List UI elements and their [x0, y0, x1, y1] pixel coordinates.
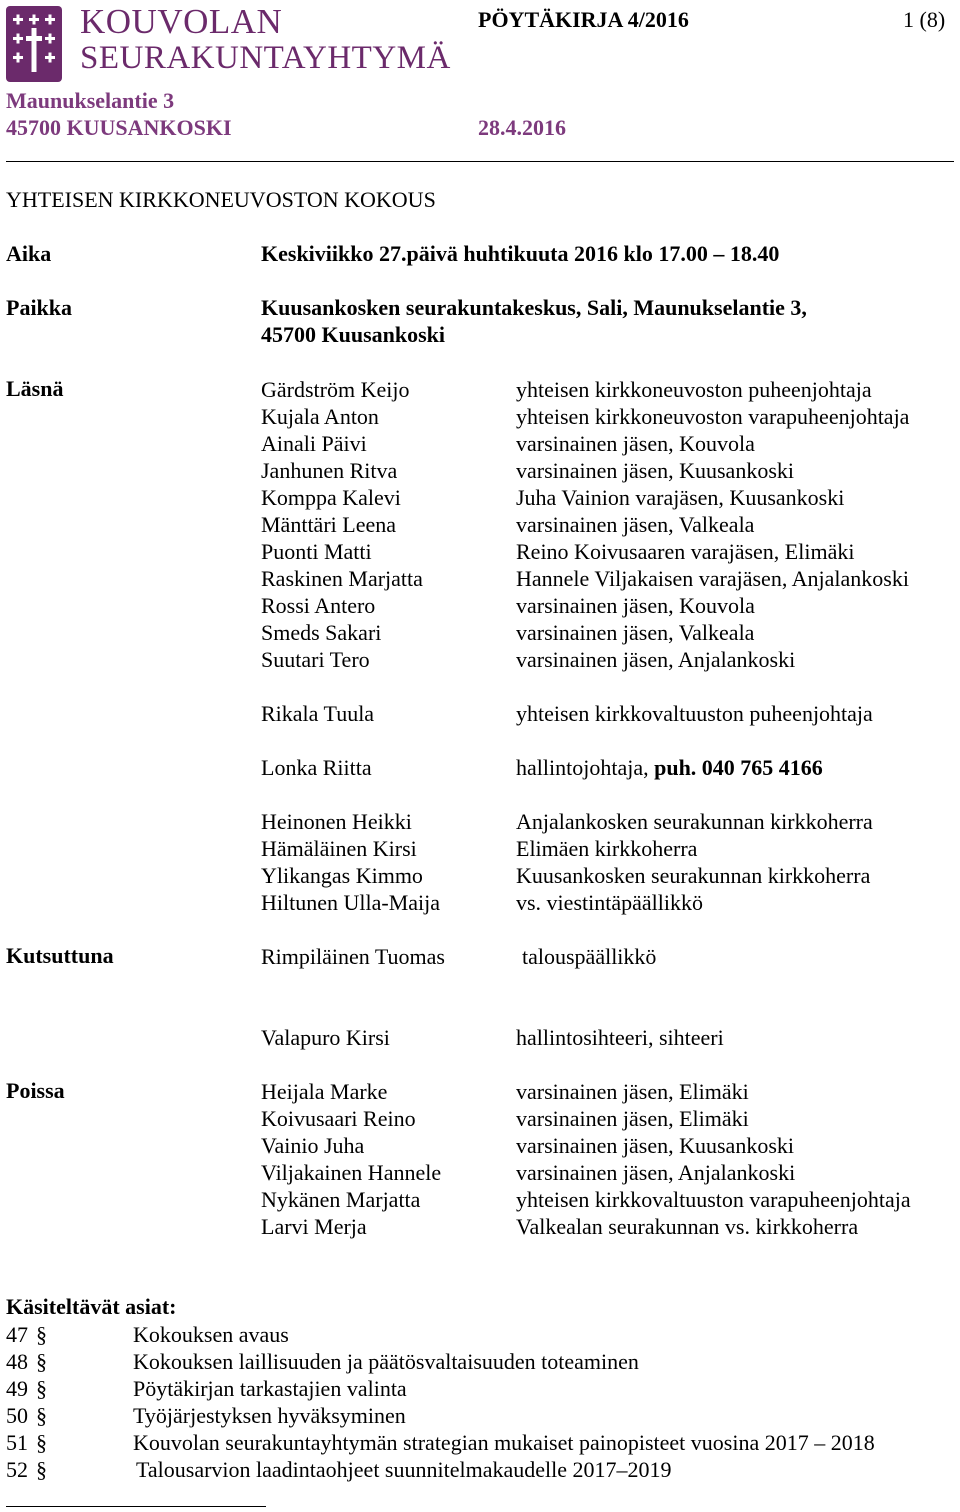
absent-name: Viljakainen Hannele: [261, 1160, 442, 1185]
agenda-number: 51: [6, 1430, 28, 1455]
member-role: Reino Koivusaaren varajäsen, Elimäki: [516, 539, 855, 564]
member-name: Mänttäri Leena: [261, 512, 396, 537]
time-value: Keskiviikko 27.päivä huhtikuuta 2016 klo 17.00 – 18.40: [261, 241, 780, 266]
absent-role: varsinainen jäsen, Anjalankoski: [516, 1160, 796, 1185]
absent-role: varsinainen jäsen, Elimäki: [516, 1079, 749, 1104]
absent-name: Vainio Juha: [261, 1133, 365, 1158]
agenda-item-text: Kokouksen laillisuuden ja päätösvaltaisuuden toteaminen: [133, 1349, 639, 1374]
section-sign: §: [36, 1349, 47, 1374]
attendee-name: Heinonen Heikki: [261, 809, 412, 834]
cross-logo-icon: [6, 6, 62, 82]
member-name: Kujala Anton: [261, 404, 379, 429]
member-role: varsinainen jäsen, Kouvola: [516, 431, 755, 456]
agenda-item-text: Työjärjestyksen hyväksyminen: [133, 1403, 406, 1428]
invited-role: talouspäällikkö: [522, 944, 657, 969]
member-name: Janhunen Ritva: [261, 458, 398, 483]
council-chair-role: yhteisen kirkkovaltuuston puheenjohtaja: [516, 701, 873, 726]
address-street: Maunukselantie 3: [6, 88, 175, 113]
absent-name: Larvi Merja: [261, 1214, 367, 1239]
agenda-item-text: Talousarvion laadintaohjeet suunnitelmakaudelle 2017–2019: [136, 1457, 672, 1482]
document-type: PÖYTÄKIRJA 4/2016: [478, 7, 689, 32]
member-role: varsinainen jäsen, Kuusankoski: [516, 458, 794, 483]
agenda-number: 47: [6, 1322, 28, 1347]
logo-text-line1: KOUVOLAN: [80, 2, 283, 41]
absent-role: Valkealan seurakunnan vs. kirkkoherra: [516, 1214, 859, 1239]
attendee-name: Hiltunen Ulla-Maija: [261, 890, 441, 915]
absent-role: yhteisen kirkkovaltuuston varapuheenjohtaja: [516, 1187, 911, 1212]
absent-name: Heijala Marke: [261, 1079, 388, 1104]
time-label: Aika: [6, 241, 52, 266]
agenda-item-text: Kokouksen avaus: [133, 1322, 289, 1347]
organization-logo: [6, 2, 451, 88]
absent-label: Poissa: [6, 1078, 65, 1103]
footer-divider: [6, 1506, 266, 1507]
attendee-role: Anjalankosken seurakunnan kirkkoherra: [516, 809, 873, 834]
agenda-number: 50: [6, 1403, 28, 1428]
attendee-role: Kuusankosken seurakunnan kirkkoherra: [516, 863, 871, 888]
member-role: varsinainen jäsen, Anjalankoski: [516, 647, 796, 672]
admin-role: hallintojohtaja,: [516, 755, 655, 780]
meeting-title: YHTEISEN KIRKKONEUVOSTON KOKOUS: [6, 187, 436, 212]
secretary-name: Valapuro Kirsi: [261, 1025, 390, 1050]
member-role: Juha Vainion varajäsen, Kuusankoski: [516, 485, 845, 510]
member-role: Hannele Viljakaisen varajäsen, Anjalankoski: [516, 566, 909, 591]
member-role: yhteisen kirkkoneuvoston puheenjohtaja: [516, 377, 872, 402]
secretary-role: hallintosihteeri, sihteeri: [516, 1025, 724, 1050]
admin-phone: puh. 040 765 4166: [654, 755, 823, 780]
agenda-number: 49: [6, 1376, 28, 1401]
absent-role: varsinainen jäsen, Kuusankoski: [516, 1133, 794, 1158]
agenda-item-text: Pöytäkirjan tarkastajien valinta: [133, 1376, 407, 1401]
place-line1: Kuusankosken seurakuntakeskus, Sali, Maunukselantie 3,: [261, 295, 807, 320]
place-label: Paikka: [6, 295, 73, 320]
section-sign: §: [36, 1376, 47, 1401]
member-name: Komppa Kalevi: [261, 485, 401, 510]
member-name: Smeds Sakari: [261, 620, 382, 645]
page-number: 1 (8): [903, 7, 946, 32]
agenda-item-text: Kouvolan seurakuntayhtymän strategian mukaiset painopisteet vuosina 2017 – 2018: [133, 1430, 875, 1455]
agenda-number: 48: [6, 1349, 28, 1374]
agenda-heading: Käsiteltävät asiat:: [6, 1294, 177, 1319]
member-name: Rossi Antero: [261, 593, 376, 618]
member-name: Suutari Tero: [261, 647, 370, 672]
section-sign: §: [36, 1403, 47, 1428]
header-divider: [6, 161, 954, 162]
member-name: Gärdström Keijo: [261, 377, 410, 402]
member-role: varsinainen jäsen, Valkeala: [516, 620, 755, 645]
invited-name: Rimpiläinen Tuomas: [261, 944, 445, 969]
absent-name: Koivusaari Reino: [261, 1106, 416, 1131]
attendee-name: Ylikangas Kimmo: [261, 863, 423, 888]
member-name: Ainali Päivi: [261, 431, 367, 456]
admin-name: Lonka Riitta: [261, 755, 372, 780]
member-role: varsinainen jäsen, Kouvola: [516, 593, 755, 618]
agenda-number: 52: [6, 1457, 28, 1482]
member-role: yhteisen kirkkoneuvoston varapuheenjohtaja: [516, 404, 910, 429]
absent-name: Nykänen Marjatta: [261, 1187, 421, 1212]
attendee-role: vs. viestintäpäällikkö: [516, 890, 703, 915]
council-chair-name: Rikala Tuula: [261, 701, 375, 726]
absent-role: varsinainen jäsen, Elimäki: [516, 1106, 749, 1131]
place-line2: 45700 Kuusankoski: [261, 322, 446, 347]
document-date: 28.4.2016: [478, 115, 566, 140]
attendee-name: Hämäläinen Kirsi: [261, 836, 417, 861]
section-sign: §: [36, 1322, 47, 1347]
section-sign: §: [36, 1430, 47, 1455]
member-role: varsinainen jäsen, Valkeala: [516, 512, 755, 537]
admin-role-line: [516, 754, 823, 781]
invited-label: Kutsuttuna: [6, 943, 114, 968]
present-label: Läsnä: [6, 376, 64, 401]
address-city: 45700 KUUSANKOSKI: [6, 115, 232, 140]
member-name: Puonti Matti: [261, 539, 372, 564]
logo-text-line2: SEURAKUNTAYHTYMÄ: [80, 40, 451, 76]
attendee-role: Elimäen kirkkoherra: [516, 836, 698, 861]
section-sign: §: [36, 1457, 47, 1482]
member-name: Raskinen Marjatta: [261, 566, 423, 591]
